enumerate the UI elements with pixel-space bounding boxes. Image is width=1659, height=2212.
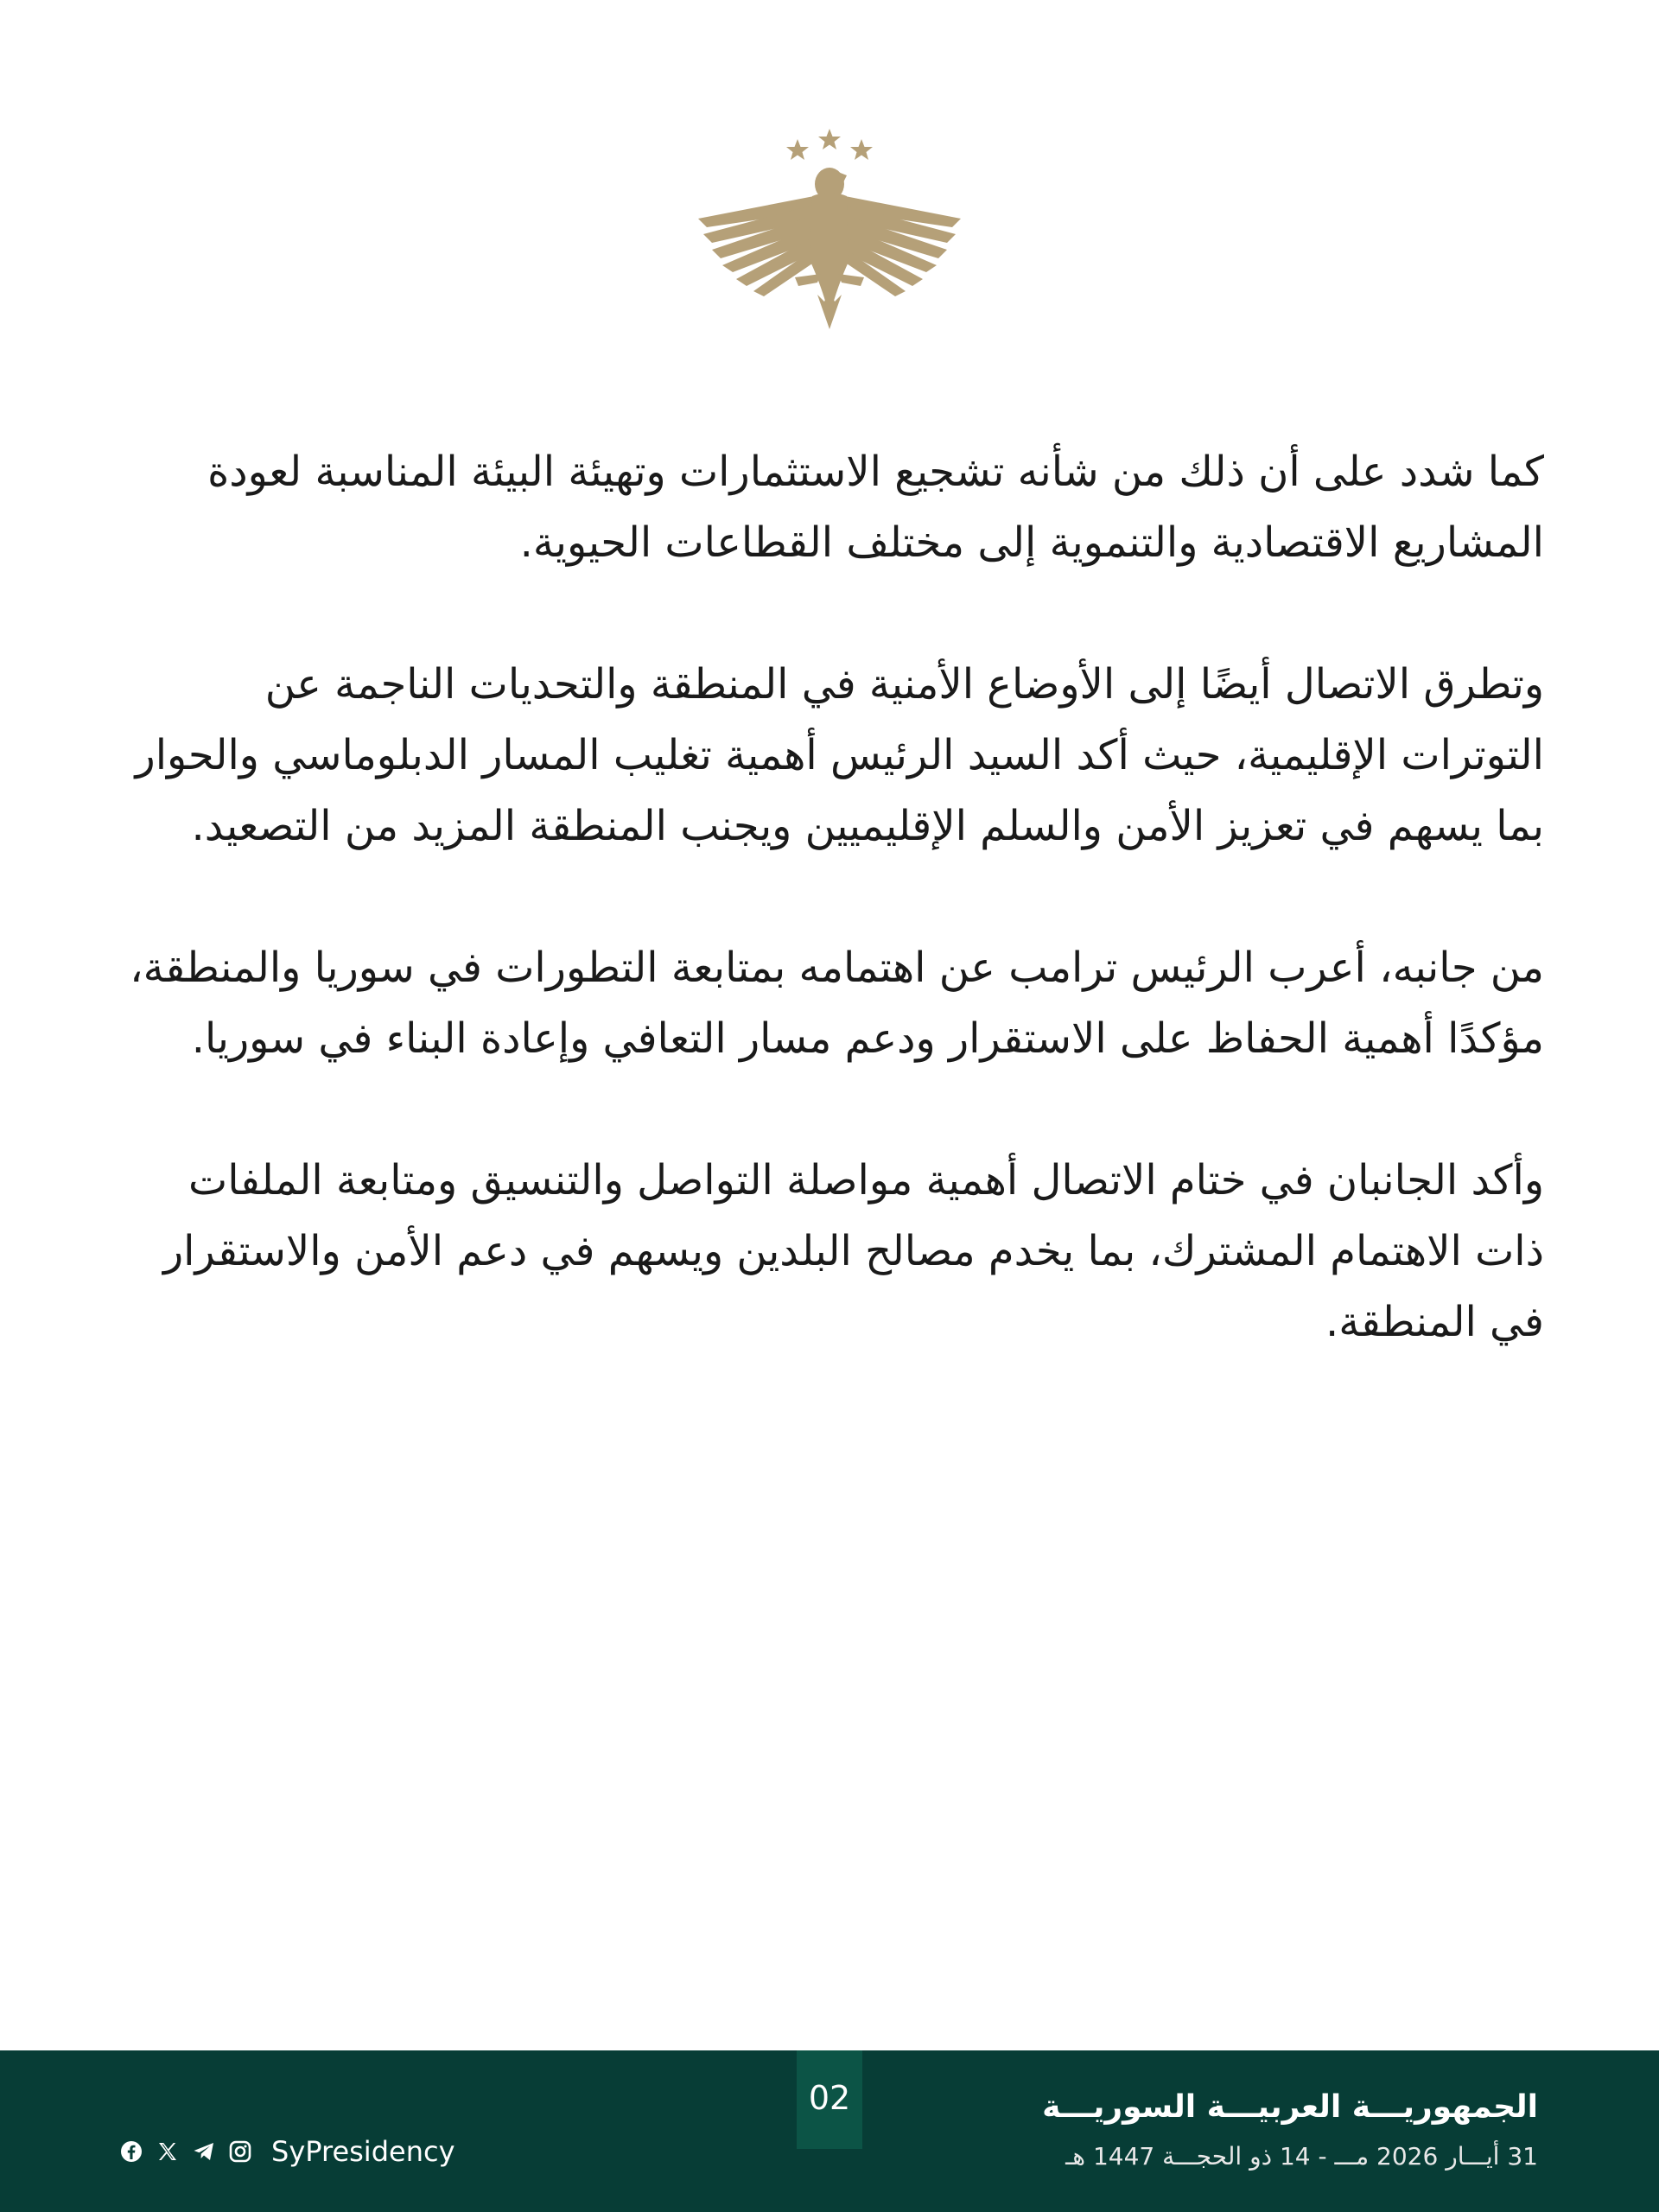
footer-title: الجمهوريـــة العربيـــة السوريـــة [1042,2089,1538,2125]
telegram-icon[interactable] [192,2139,216,2164]
social-links [119,2130,455,2173]
x-icon[interactable] [156,2139,180,2164]
paragraph: من جانبه، أعرب الرئيس ترامب عن اهتمامه بمتابعة التطورات في سوريا والمنطقة، مؤكدًا أهمية الحفاظ على الاستقرار ودعم مسار التعافي وإعادة البناء في سوريا. [130,944,1544,1063]
paragraph: وأكد الجانبان في ختام الاتصال أهمية مواصلة التواصل والتنسيق ومتابعة الملفات ذات الاهتمام المشترك، بما يخدم مصالح البلدين ويسهم في دعم الأمن والاستقرار في المنطقة. [162,1156,1544,1346]
eagle-emblem [691,125,968,333]
page-number: 02 [797,2050,862,2149]
footer-date: 31 أيـــار 2026 مـــ - 14 ذو الحجـــة 1447 هـ [1065,2142,1538,2171]
paragraph: كما شدد على أن ذلك من شأنه تشجيع الاستثمارات وتهيئة البيئة المناسبة لعودة المشاريع الاقتصادية والتنموية إلى مختلف القطاعات الحيوية. [207,448,1544,567]
instagram-icon[interactable] [228,2139,252,2164]
footer-bar [0,2050,1659,2212]
social-handle[interactable]: SyPresidency [271,2135,455,2168]
press-release-body [114,436,1544,1428]
paragraph: وتطرق الاتصال أيضًا إلى الأوضاع الأمنية في المنطقة والتحديات الناجمة عن التوترات الإقليمية، حيث أكد السيد الرئيس أهمية تغليب المسار الدبلوماسي والحوار بما يسهم في تعزيز الأمن والسلم الإقليميين ويجنب المنطقة المزيد من التصعيد. [135,660,1544,850]
facebook-icon[interactable] [119,2139,143,2164]
